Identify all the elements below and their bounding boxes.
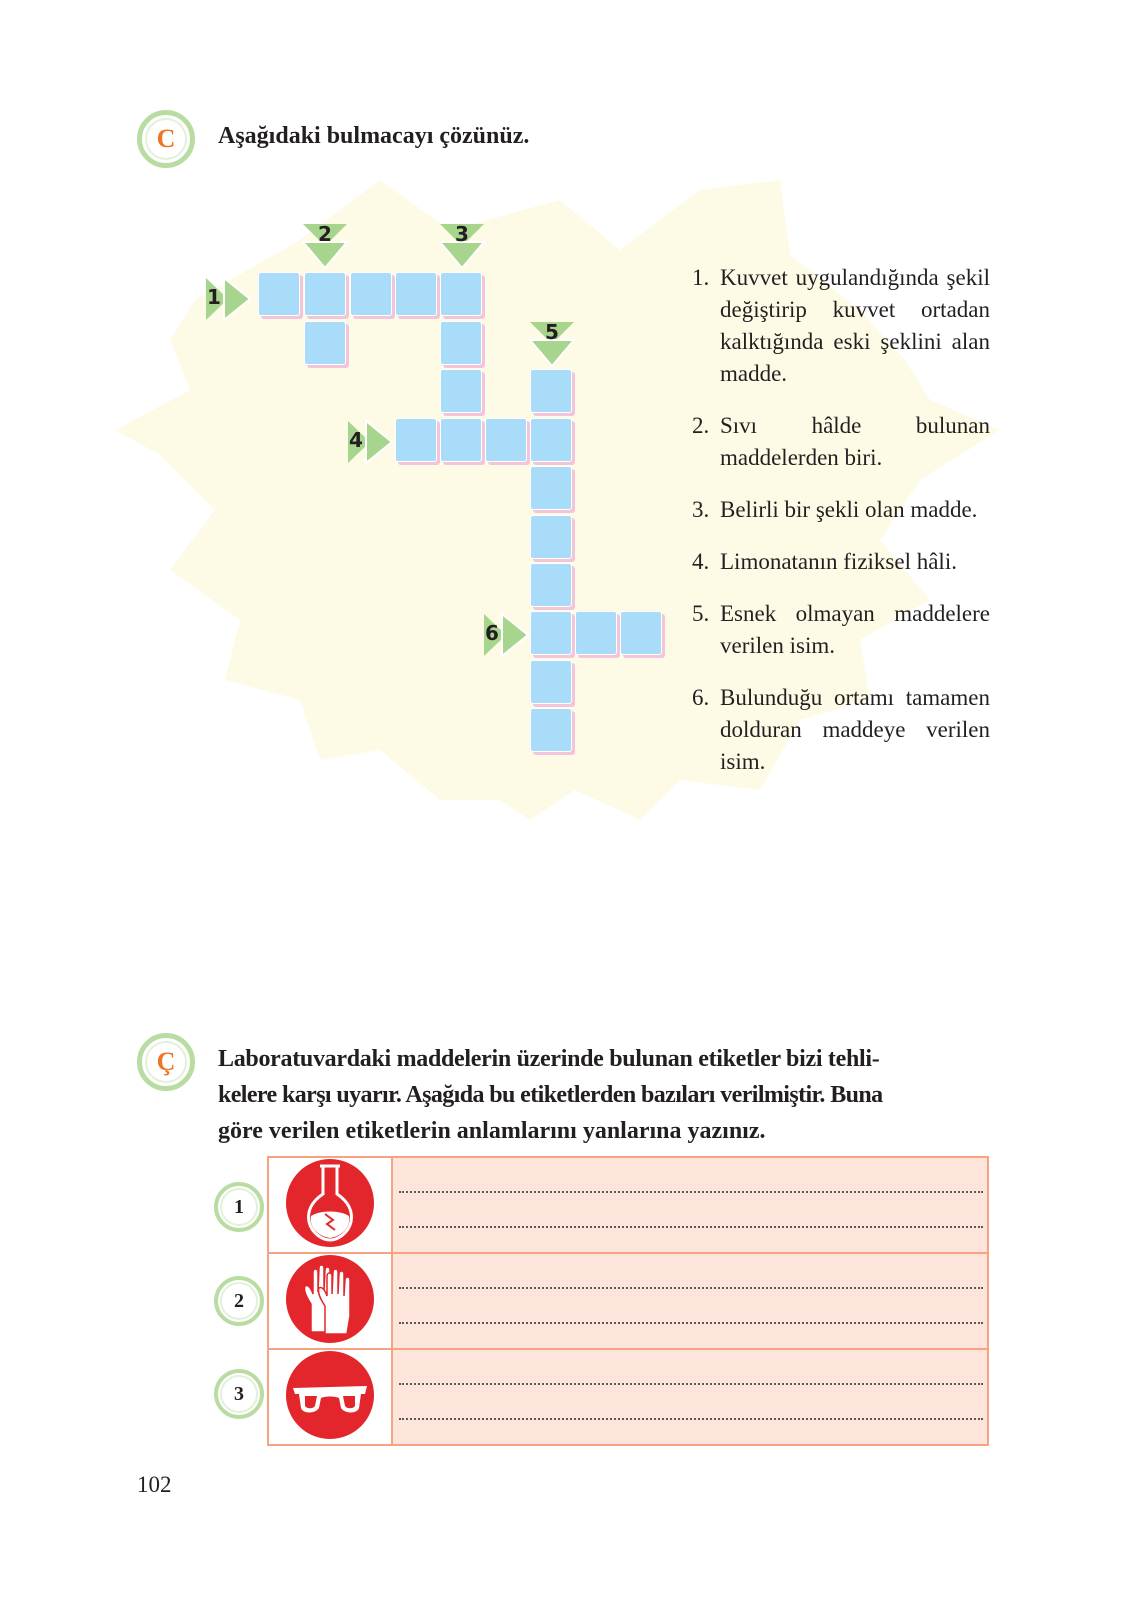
clue-6: 6. Bulunduğu ortamı tamamen dolduran maddeye verilen isim.	[692, 685, 990, 774]
icon-cell	[268, 1349, 392, 1445]
crossword-cell[interactable]	[485, 418, 527, 462]
arrow-label-1: 1	[207, 285, 221, 309]
crossword-cell[interactable]	[304, 321, 346, 365]
crossword-cell[interactable]	[575, 611, 617, 655]
clue-1: 1. Kuvvet uygulandığında şekil değiştirip kuvvet ortadan kalktığında eski şeklini alan madde.	[692, 265, 990, 386]
clue-3: 3. Belirli bir şekli olan madde.	[692, 497, 978, 522]
page-number: 102	[137, 1472, 172, 1497]
row-number-1: 1	[214, 1182, 264, 1232]
answer-cell[interactable]	[392, 1157, 988, 1253]
section-c-badge: C	[137, 110, 195, 168]
section-cc-instructions: Laboratuvardaki maddelerin üzerinde bulunan etiketler bizi tehli- kelere karşı uyarır. Aşağıda bu etiketlerden bazıları verilmiştir. Buna göre verilen etiketlerin anlamlarını yanlarına yazınız.	[218, 1046, 883, 1144]
table-row	[268, 1253, 988, 1349]
answer-line[interactable]	[399, 1254, 983, 1289]
arrow-label-6: 6	[485, 621, 499, 645]
crossword-cell[interactable]	[440, 272, 482, 316]
answer-line[interactable]	[399, 1350, 983, 1385]
arrow-label-3: 3	[455, 222, 469, 246]
crossword-clues	[692, 262, 990, 798]
hazard-labels-table	[267, 1156, 989, 1446]
crossword-cell[interactable]	[258, 272, 300, 316]
answer-cell[interactable]	[392, 1349, 988, 1445]
answer-line[interactable]	[399, 1385, 983, 1420]
row-number-3: 3	[214, 1369, 264, 1419]
section-c-title: Aşağıdaki bulmacayı çözünüz.	[218, 123, 530, 149]
crossword-cell[interactable]	[530, 708, 572, 752]
crossword-cell[interactable]	[530, 418, 572, 462]
icon-cell	[268, 1253, 392, 1349]
arrow-label-4: 4	[349, 428, 363, 452]
arrow-label-5: 5	[545, 320, 559, 344]
clue-2: 2. Sıvı hâlde bulunan maddelerden biri.	[692, 413, 990, 470]
crossword-cell[interactable]	[350, 272, 392, 316]
arrow-label-2: 2	[318, 222, 332, 246]
clue-5: 5. Esnek olmayan maddelere verilen isim.	[692, 601, 990, 658]
crossword-cell[interactable]	[620, 611, 662, 655]
table-row	[268, 1349, 988, 1445]
crossword-cell[interactable]	[530, 369, 572, 413]
table-row	[268, 1157, 988, 1253]
crossword-cell[interactable]	[440, 369, 482, 413]
answer-cell[interactable]	[392, 1253, 988, 1349]
goggles-icon	[285, 1350, 375, 1440]
clue-4: 4. Limonatanın fiziksel hâli.	[692, 549, 957, 574]
crossword-cell[interactable]	[440, 321, 482, 365]
corrosive-flask-icon	[285, 1158, 375, 1248]
crossword-cell[interactable]	[440, 418, 482, 462]
crossword-cell[interactable]	[530, 515, 572, 559]
answer-line[interactable]	[399, 1289, 983, 1324]
crossword-cell[interactable]	[530, 660, 572, 704]
crossword-cell[interactable]	[530, 563, 572, 607]
row-number-2: 2	[214, 1276, 264, 1326]
answer-line[interactable]	[399, 1193, 983, 1228]
icon-cell	[268, 1157, 392, 1253]
crossword-cell[interactable]	[395, 272, 437, 316]
gloves-icon	[285, 1254, 375, 1344]
answer-line[interactable]	[399, 1158, 983, 1193]
crossword-cell[interactable]	[530, 466, 572, 510]
crossword-cell[interactable]	[304, 272, 346, 316]
section-cc-badge: Ç	[137, 1033, 195, 1091]
crossword-cell[interactable]	[530, 611, 572, 655]
crossword-cell[interactable]	[395, 418, 437, 462]
